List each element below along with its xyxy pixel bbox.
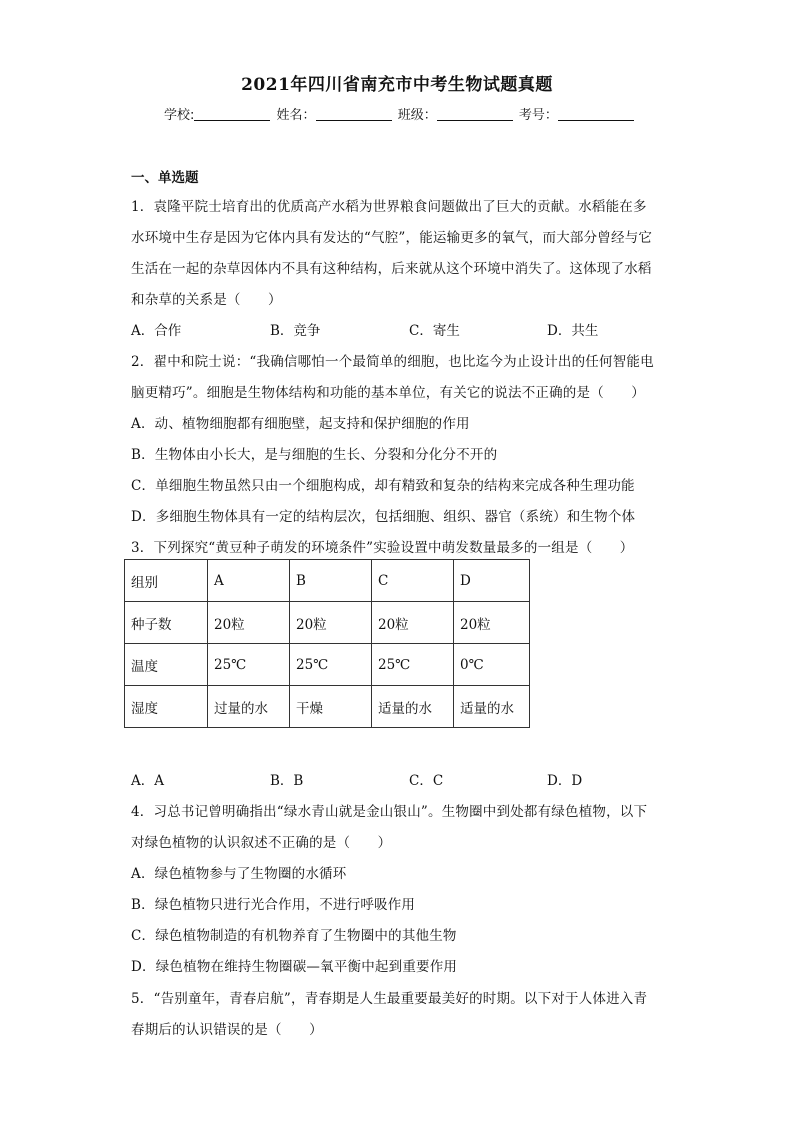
q1-line: 和杂草的关系是（ ） xyxy=(131,292,282,308)
q3-option-d[interactable]: D．D xyxy=(547,773,583,789)
table-cell: D xyxy=(454,560,530,602)
table-cell: 20粒 xyxy=(290,602,372,644)
table-cell: 25℃ xyxy=(290,644,372,686)
table-cell: 25℃ xyxy=(208,644,290,686)
q3-option-c[interactable]: C．C xyxy=(409,773,444,789)
school-blank[interactable] xyxy=(194,106,270,121)
q4-option-d[interactable]: D．绿色植物在维持生物圈碳—氧平衡中起到重要作用 xyxy=(131,959,458,975)
table-cell: 25℃ xyxy=(372,644,454,686)
q2-line: 2．翟中和院士说：“我确信哪怕一个最简单的细胞，也比迄今为止设计出的任何智能电 xyxy=(131,354,654,370)
table-cell: 20粒 xyxy=(372,602,454,644)
table-cell: 20粒 xyxy=(454,602,530,644)
school-label: 学校: xyxy=(164,108,195,123)
q3-option-a[interactable]: A．A xyxy=(131,773,164,789)
q4-option-c[interactable]: C．绿色植物制造的有机物养育了生物圈中的其他生物 xyxy=(131,928,457,944)
table-cell: 湿度 xyxy=(125,686,208,728)
student-info-line xyxy=(164,104,636,123)
class-label: 班级： xyxy=(397,108,437,123)
table-cell: A xyxy=(208,560,290,602)
q4-line: 4．习总书记曾明确指出“绿水青山就是金山银山”。生物圈中到处都有绿色植物，以下 xyxy=(131,804,648,820)
name-blank[interactable] xyxy=(316,106,392,121)
q1-option-b[interactable]: B．竞争 xyxy=(270,323,321,339)
table-cell: C xyxy=(372,560,454,602)
q4-option-b[interactable]: B．绿色植物只进行光合作用，不进行呼吸作用 xyxy=(131,897,416,913)
q1-line: 水环境中生存是因为它体内具有发达的“气腔”，能运输更多的氧气，而大部分曾经与它 xyxy=(131,230,653,246)
q2-option-c[interactable]: C．单细胞生物虽然只由一个细胞构成，却有精致和复杂的结构来完成各种生理功能 xyxy=(131,478,635,494)
q5-line: 春期后的认识错误的是（ ） xyxy=(131,1022,323,1038)
experiment-table xyxy=(124,559,530,728)
name-label: 姓名： xyxy=(276,108,316,123)
table-cell: 适量的水 xyxy=(454,686,530,728)
table-cell: B xyxy=(290,560,372,602)
number-blank[interactable] xyxy=(558,106,634,121)
number-label: 考号： xyxy=(518,108,558,123)
q3-stem: 3．下列探究“黄豆种子萌发的环境条件”实验设置中萌发数量最多的一组是（ ） xyxy=(131,540,634,556)
exam-title: 2021年四川省南充市中考生物试题真题 xyxy=(241,75,553,95)
q4-option-a[interactable]: A．绿色植物参与了生物圈的水循环 xyxy=(131,866,347,882)
q2-option-a[interactable]: A．动、植物细胞都有细胞壁，起支持和保护细胞的作用 xyxy=(131,416,470,432)
q2-option-b[interactable]: B．生物体由小长大，是与细胞的生长、分裂和分化分不开的 xyxy=(131,447,498,463)
q2-line: 脑更精巧”。细胞是生物体结构和功能的基本单位，有关它的说法不正确的是（ ） xyxy=(131,385,646,401)
table-cell: 适量的水 xyxy=(372,686,454,728)
q1-line: 生活在一起的杂草因体内不具有这种结构，后来就从这个环境中消失了。这体现了水稻 xyxy=(131,261,652,277)
q1-option-c[interactable]: C．寄生 xyxy=(409,323,460,339)
table-cell: 温度 xyxy=(125,644,208,686)
q5-line: 5．“告别童年，青春启航”，青春期是人生最重要最美好的时期。以下对于人体进入青 xyxy=(131,991,648,1007)
table-row xyxy=(125,602,530,644)
table-row xyxy=(125,560,530,602)
class-blank[interactable] xyxy=(437,106,513,121)
table-cell: 过量的水 xyxy=(208,686,290,728)
table-row xyxy=(125,644,530,686)
q1-line: 1．袁隆平院士培育出的优质高产水稻为世界粮食问题做出了巨大的贡献。水稻能在多 xyxy=(131,199,647,215)
table-row xyxy=(125,686,530,728)
q3-option-b[interactable]: B．B xyxy=(270,773,304,789)
table-cell: 干燥 xyxy=(290,686,372,728)
q1-option-a[interactable]: A．合作 xyxy=(131,323,182,339)
table-cell: 20粒 xyxy=(208,602,290,644)
q1-option-d[interactable]: D．共生 xyxy=(547,323,599,339)
q2-option-d[interactable]: D．多细胞生物体具有一定的结构层次，包括细胞、组织、器官（系统）和生物个体 xyxy=(131,509,636,525)
section-heading: 一、单选题 xyxy=(131,170,199,186)
q4-line: 对绿色植物的认识叙述不正确的是（ ） xyxy=(131,835,392,851)
table-cell: 0℃ xyxy=(454,644,530,686)
table-cell: 组别 xyxy=(125,560,208,602)
table-cell: 种子数 xyxy=(125,602,208,644)
